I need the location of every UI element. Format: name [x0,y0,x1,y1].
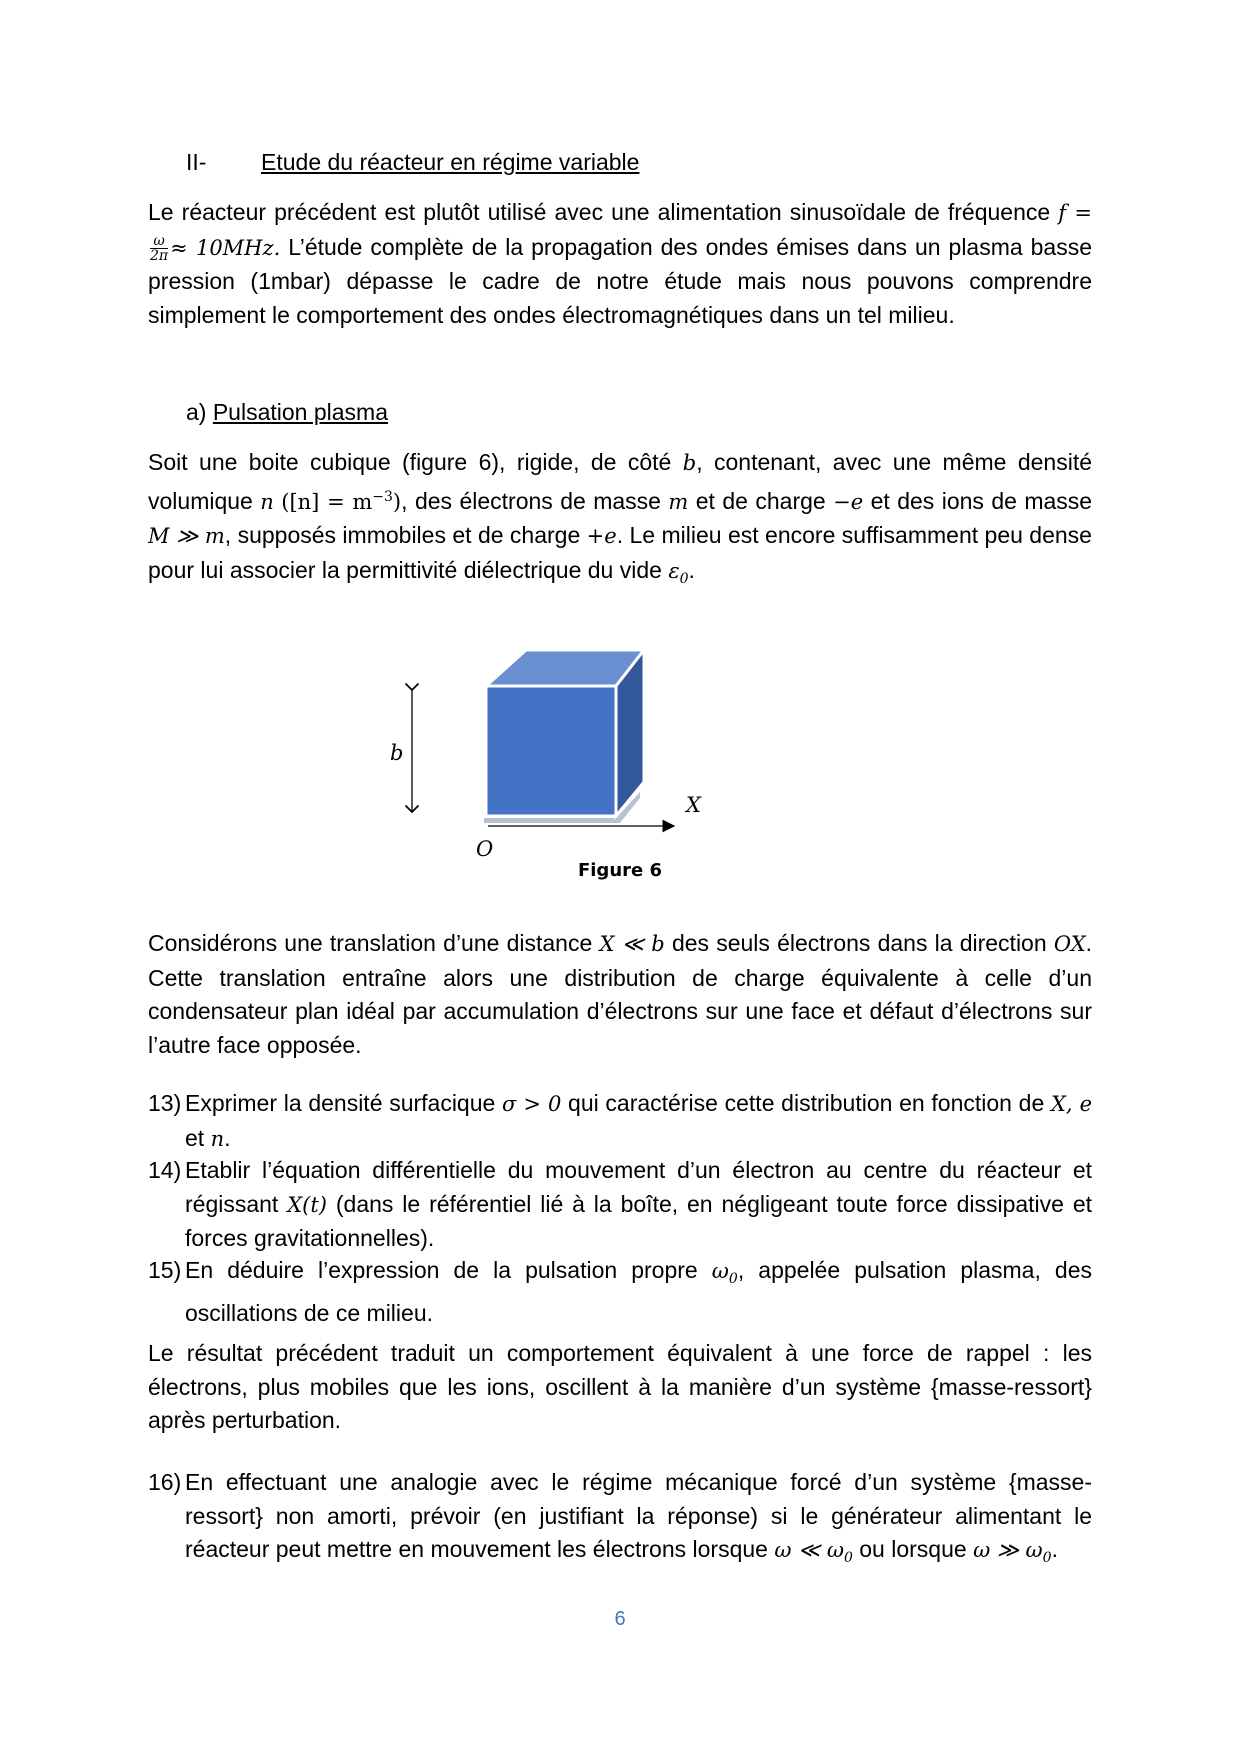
text-span: ou lorsque [859,1536,967,1562]
text-span: et des ions de masse [870,487,1093,514]
section-number: II- [186,149,207,175]
text-span: des seuls électrons dans la direction [671,930,1047,956]
question-text [185,1254,1092,1330]
math-unit-text: ([n] = m [281,489,373,514]
question-text [185,1154,1092,1256]
section-title: Etude du réacteur en régime variable [261,149,640,175]
text-span: . [688,556,695,583]
text-span: . Le milieu est encore suffisamment peu dense pour lui associer la permittivité diélectrique du vide [148,522,1092,583]
text-span: et de charge [695,487,826,514]
math-exponent: −3 [372,488,393,505]
label-o: O [476,837,494,861]
section-heading [186,146,639,179]
question-13 [148,1087,1092,1156]
math-X-e: X, e [1050,1092,1093,1116]
math-omega: ω [711,1259,729,1283]
math-expr: ω ≫ ω [973,1538,1043,1562]
text-span: dans un plasma basse pression (1mbar) dépasse le cadre de notre étude mais nous pouvons comprendre simplement le comportement des ondes électromagnétiques dans un tel milieu. [148,233,1093,328]
math-OX: OX [1053,932,1086,956]
question-text [185,1466,1092,1576]
question-14 [148,1154,1092,1256]
math-subscript: 0 [679,570,689,587]
fraction-denominator: 2π [150,247,169,264]
text-span: . [1051,1536,1058,1562]
math-n: n [260,489,274,514]
question-text [185,1087,1092,1156]
subsection-heading [186,396,388,429]
text-span: L’étude complète de la propagation des ondes émises [288,233,850,260]
subsection-label: a) [186,399,207,425]
fraction-omega-2pi [150,234,168,263]
text-span: Le réacteur précédent est plutôt utilisé avec une alimentation sinusoïdale de [148,199,940,225]
label-b: b [390,741,404,765]
subsection-title: Pulsation plasma [212,399,388,425]
question-number: 15) [148,1257,182,1283]
text-span: . Cette translation entraîne alors une distribution de charge équivalente à celle d’un condensateur plan idéal par accumulation d’électrons sur une face et défaut d’électrons sur l’autre face opposée. [148,930,1093,1058]
math-omega-ll-omega0 [774,1538,853,1567]
text-span: Exprimer la densité surfacique [185,1090,496,1116]
math-f: f = [1058,201,1093,225]
math-subscript: 0 [728,1271,738,1288]
math-M-gg-m: M ≫ m [148,524,225,548]
math-paren: ) [392,489,402,514]
text-span: Considérons une translation d’une distance [148,930,593,956]
text-span: , contenant, avec une même densité volumique [148,449,1093,514]
math-omega0 [711,1259,738,1288]
question-number: 14) [148,1157,182,1183]
cube-front-face [486,686,616,816]
text-span: et [185,1124,205,1151]
text-span: En déduire l’expression de la pulsation propre [185,1257,698,1283]
label-x: X [686,793,701,817]
math-subscript: 0 [1042,1550,1052,1567]
math-n: n [210,1126,225,1151]
math-omega-gg-omega0 [973,1538,1052,1567]
fraction-numerator: ω [150,234,168,249]
question-number: 16) [148,1469,182,1495]
math-epsilon: ε [668,558,680,583]
math-epsilon0 [668,558,689,587]
paragraph-result: Le résultat précédent traduit un comportement équivalent à une force de rappel : les électrons, plus mobiles que les ions, oscillent à la manière d’un système {masse-ressort} après perturbation. [148,1340,1092,1433]
math-m: m [668,489,689,514]
text-span: , des électrons de masse [401,487,661,514]
math-plus-e: +e [586,524,617,548]
text-span: , appelée pulsation plasma, des oscillations de ce milieu. [185,1257,1093,1326]
text-span: . [224,1124,231,1151]
text-span: Etablir l’équation différentielle du mouvement d’un électron au centre du réacteur et régissant [185,1157,1092,1217]
question-16 [148,1466,1092,1576]
text-span: qui caractérise cette distribution en fonction de [568,1090,1045,1116]
math-b: b [682,451,697,475]
question-number: 13) [148,1090,182,1116]
page-number: 6 [614,1608,626,1630]
figure-caption: Figure 6 [577,860,663,881]
text-span: , supposés immobiles et de charge [224,522,581,548]
paragraph-translation [148,927,1092,1062]
math-subscript: 0 [843,1550,853,1567]
text-span: (dans le référentiel lié à la boîte, en négligeant toute force dissipative et forces gravitationnelles). [185,1190,1093,1251]
paragraph-cubic-box [148,446,1092,596]
question-15 [148,1254,1092,1330]
math-n-unit [281,490,401,514]
math-X-ll-b: X ≪ b [599,932,665,956]
math-minus-e: −e [833,489,864,514]
math-sigma: σ > 0 [502,1092,562,1116]
math-expr: ω ≪ ω [774,1538,844,1562]
math-frequency: ≈ 10MHz. [170,235,281,260]
text-span: fréquence [947,199,1051,225]
math-X-t: X(t) [287,1192,327,1217]
text-span: En effectuant une analogie avec le régime mécanique forcé d’un système {masse-ressort} non amorti, prévoir (en justifiant la réponse) si le générateur alimentant le réacteur peut mettre en mouvement les électrons lorsque [185,1469,1092,1562]
paragraph-intro [148,196,1092,332]
text-span: Soit une boite cubique (figure 6), rigide, de côté [148,449,672,475]
